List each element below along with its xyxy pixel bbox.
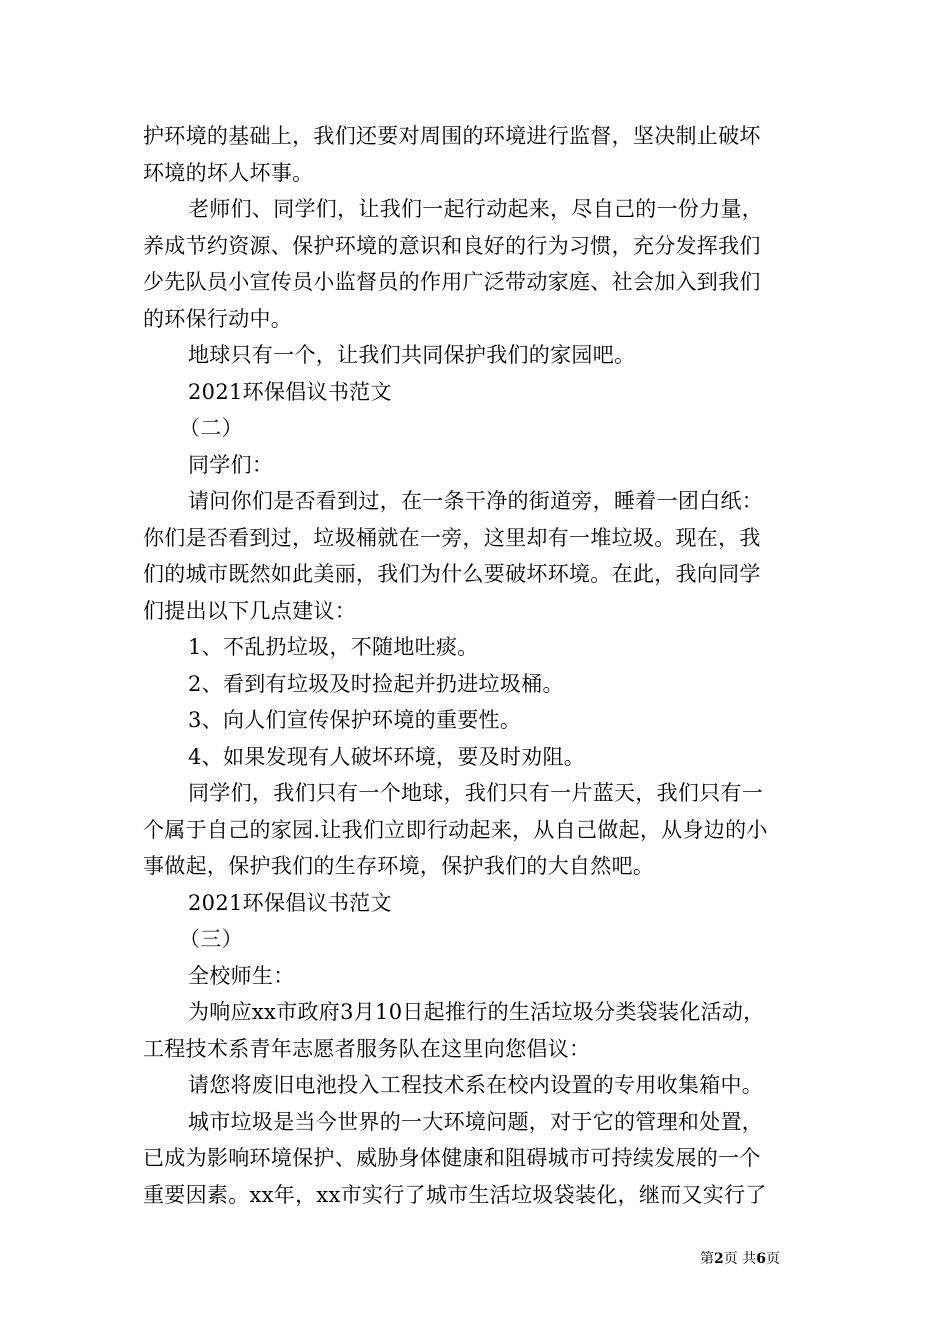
text-line: 的环保行动中。 — [143, 306, 293, 331]
text-line: 地球只有一个，让我们共同保护我们的家园吧。 — [188, 343, 636, 367]
text-line: 养成节约资源、保护环境的意识和良好的行为习惯，充分发挥我们 — [143, 233, 761, 258]
text-line: 事做起，保护我们的生存环境，保护我们的大自然吧。 — [143, 854, 655, 878]
footer-middle: 页 共 — [723, 1251, 757, 1267]
text-line: 同学们，我们只有一个地球，我们只有一片蓝天，我们只有一 — [188, 781, 764, 805]
footer-suffix: 页 — [765, 1251, 780, 1267]
page-number-footer — [700, 1248, 780, 1268]
text-line: 们的城市既然如此美丽，我们为什么要破坏环境。在此，我向同学 — [143, 562, 761, 586]
text-line: 工程技术系青年志愿者服务队在这里向您倡议： — [143, 1036, 591, 1061]
text-line: 环境的坏人坏事。 — [143, 160, 314, 185]
text-line: 请您将废旧电池投入工程技术系在校内设置的专用收集箱中。 — [188, 1073, 764, 1097]
text-line: 已成为影响环境保护、威胁身体健康和阻碍城市可持续发展的一个 — [143, 1146, 761, 1170]
text-line: 少先队员小宣传员小监督员的作用广泛带动家庭、社会加入到我们 — [143, 270, 761, 294]
text-line: 重要因素。xx年，xx市实行了城市生活垃圾袋装化，继而又实行了 — [143, 1182, 767, 1207]
document-body — [143, 118, 823, 1213]
text-line: 全校师生： — [188, 963, 295, 988]
text-line: 2021环保倡议书范文 — [188, 890, 392, 915]
footer-prefix: 第 — [700, 1251, 714, 1267]
text-line: 为响应xx市政府3月10日起推行的生活垃圾分类袋装化活动， — [188, 1000, 765, 1024]
text-line: 护环境的基础上，我们还要对周围的环境进行监督，坚决制止破坏 — [143, 124, 761, 148]
text-line: 3、向人们宣传保护环境的重要性。 — [188, 708, 522, 732]
text-line: 个属于自己的家园.让我们立即行动起来，从自己做起，从身边的小 — [143, 817, 768, 842]
text-line: （二） — [179, 416, 243, 440]
footer-current-page: 2 — [714, 1251, 724, 1267]
footer-total-pages: 6 — [756, 1251, 766, 1267]
text-line: 你们是否看到过，垃圾桶就在一旁，这里却有一堆垃圾。现在，我 — [143, 525, 761, 550]
text-line: 老师们、同学们，让我们一起行动起来，尽自己的一份力量， — [188, 197, 764, 221]
text-line: 2021环保倡议书范文 — [188, 379, 392, 404]
text-line: 同学们： — [188, 452, 274, 477]
text-line: 4、如果发现有人破坏环境，要及时劝阻。 — [188, 744, 586, 769]
text-line: 2、看到有垃圾及时捡起并扔进垃圾桶。 — [188, 671, 564, 696]
text-line: 城市垃圾是当今世界的一大环境问题，对于它的管理和处置， — [188, 1109, 764, 1134]
text-line: （三） — [179, 927, 243, 951]
text-line: 1、不乱扔垃圾，不随地吐痰。 — [188, 635, 479, 659]
text-line: 请问你们是否看到过，在一条干净的街道旁，睡着一团白纸： — [188, 489, 764, 513]
text-line: 们提出以下几点建议： — [143, 598, 356, 623]
